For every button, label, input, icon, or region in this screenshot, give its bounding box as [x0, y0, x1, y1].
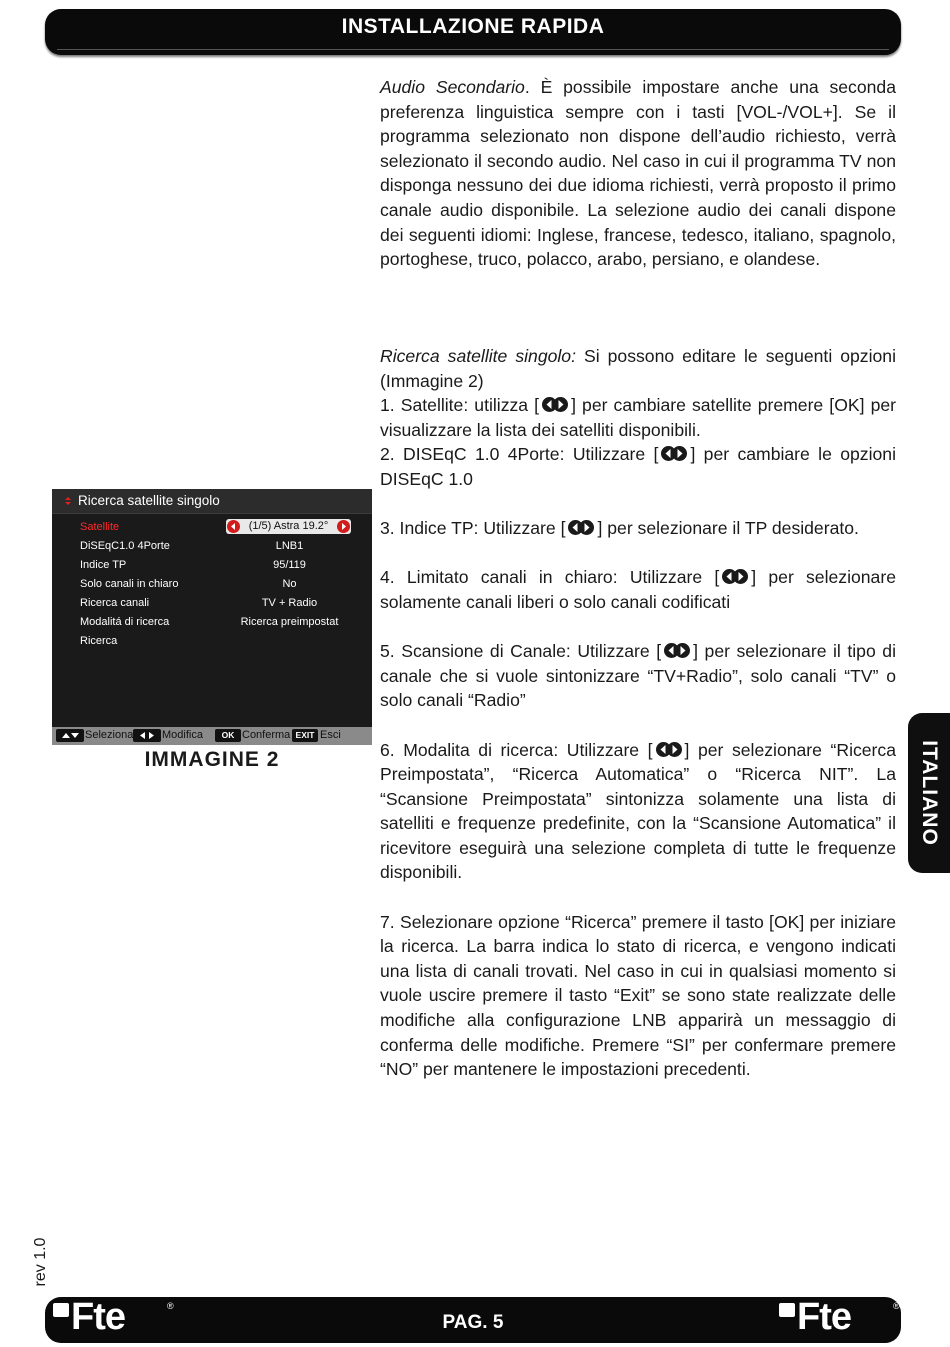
search-item-7 — [380, 910, 896, 1082]
left-right-arrows-icon — [542, 396, 568, 413]
osd-row-search-mode[interactable] — [52, 613, 372, 632]
item-text: ] per selezionare il tipo di canale che si vuole sintonizzare “TV+Radio”, solo canali “TV” o solo canali “Radio” — [380, 641, 896, 711]
item-text: ] per selezionare il TP desiderato. — [597, 518, 859, 539]
osd-row-value: TV + Radio — [261, 597, 318, 609]
fte-logo-right — [779, 1296, 903, 1340]
item-text: 4. Limitato canali in chiaro: Utilizzare [ — [380, 567, 720, 588]
item-text: ] per selezionare “Ricerca Preimpostata”, “Ricerca Automatica” o “Ricerca NIT”. La “Scansione Preimpostata” sintonizza solamente una lista di satelliti e frequenze predefinite, con la “Scansione Automatica” il ricevitore eseguirà una selezione completa di tutte le frequenze disponibili. — [380, 739, 896, 883]
header-divider — [57, 49, 889, 50]
search-item-6 — [380, 738, 896, 886]
left-right-arrows-icon — [661, 445, 687, 462]
item-text: ] per cambiare satellite premere [OK] per visualizzare la lista dei satelliti disponibili. — [380, 395, 897, 440]
search-item-2 — [380, 442, 896, 491]
osd-row-value: (1/5) Astra 19.2° — [248, 520, 329, 532]
intro-paragraph — [380, 75, 896, 272]
page-number: PAG. 5 — [442, 1312, 504, 1333]
search-item-1 — [380, 393, 896, 442]
left-right-arrows-icon — [664, 642, 690, 659]
osd-menu-panel — [52, 514, 372, 727]
osd-row-fta-only[interactable] — [52, 575, 372, 594]
search-body: Si possono editare le seguenti opzioni (Immagine 2) — [380, 346, 896, 391]
item-text: 3. Indice TP: Utilizzare [ — [380, 518, 566, 539]
hint-exit: Esci — [320, 729, 341, 741]
language-label: ITALIANO — [918, 740, 941, 846]
logo-text: Fte — [71, 1296, 125, 1338]
intro-section — [380, 75, 896, 272]
exit-key: EXIT — [292, 729, 318, 742]
logo-text: Fte — [797, 1296, 851, 1338]
item-text: 2. DISEqC 1.0 4Porte: Utilizzare [ — [380, 444, 659, 465]
osd-row-value: LNB1 — [275, 540, 304, 552]
search-intro — [380, 344, 896, 393]
footer-bar — [45, 1297, 901, 1343]
intro-title: Audio Secondario — [380, 77, 525, 97]
osd-row-label: Ricerca canali — [80, 597, 150, 609]
osd-row-label: Solo canali in chiaro — [80, 578, 179, 590]
page-title: INSTALLAZIONE RAPIDA — [341, 15, 605, 38]
left-right-arrows-icon — [722, 568, 748, 585]
header-bar — [45, 9, 901, 55]
search-section — [380, 344, 896, 1082]
search-item-4 — [380, 565, 896, 614]
left-right-arrows-icon — [568, 519, 594, 536]
item-text: 6. Modalita di ricerca: Utilizzare [ — [380, 739, 653, 760]
search-title: Ricerca satellite singolo: — [380, 346, 576, 366]
osd-row-label: Satellite — [80, 521, 120, 533]
search-item-3 — [380, 516, 896, 541]
search-item-5 — [380, 639, 896, 713]
language-side-tab — [908, 713, 950, 873]
osd-footer-hints — [52, 727, 372, 745]
ok-key: OK — [215, 729, 241, 742]
osd-screenshot — [52, 489, 372, 745]
item-text: ] per cambiare le opzioni DISEqC 1.0 — [380, 444, 896, 489]
arrow-right-icon[interactable] — [337, 520, 350, 533]
logo-registered: ® — [893, 1301, 900, 1311]
osd-row-diseqc[interactable] — [52, 537, 372, 556]
item-text: 5. Scansione di Canale: Utilizzare [ — [380, 641, 662, 662]
logo-square-icon — [779, 1303, 795, 1317]
osd-row-search[interactable] — [52, 632, 372, 651]
osd-row-tp-index[interactable] — [52, 556, 372, 575]
osd-row-label: Indice TP — [80, 559, 127, 571]
osd-row-label: Ricerca — [80, 635, 118, 647]
up-down-key-icon — [56, 729, 84, 742]
intro-body: . È possibile impostare anche una seconda preferenza linguistica sempre con i tasti [VOL-/VOL+]. Se il programma selezionato non dispone dell’audio richiesto, verrà selezionato il secondo audio. Nel caso in cui il programma TV non disponga nessuno dei due idioma richiesti, verrà proposto il primo canale audio disponibile. La selezione audio dei canali dispone dei seguenti idiomi: Inglese, francese, tedesco, italiano, spagnolo, portoghese, truco, polacco, arabo, persiano, e olandese. — [380, 77, 896, 270]
logo-registered: ® — [167, 1301, 174, 1311]
item-text: 7. Selezionare opzione “Ricerca” premere il tasto [OK] per iniziare la ricerca. La barra indica lo stato di ricerca, e vengono indicati una lista di canali trovati. Nel caso in cui in qualsiasi momento si vuole uscire premere il tasto “Exit” se sono state realizzate delle modifiche alla configurazione LNB apparirà un messaggio di conferma delle modifiche. Premere “SI” per confermare premere “NO” per mantenere le impostazioni precedenti. — [380, 911, 896, 1080]
item-text: ] per selezionare solamente canali liberi o solo canali codificati — [380, 567, 896, 612]
osd-row-satellite[interactable] — [52, 518, 372, 537]
osd-title-bar — [52, 489, 372, 514]
left-right-key-icon — [133, 729, 161, 742]
figure-caption: IMMAGINE 2 — [144, 748, 280, 771]
revision-label: rev 1.0 — [32, 1237, 49, 1287]
osd-row-label: Modalitá di ricerca — [80, 616, 170, 628]
hint-modify: Modifica — [162, 729, 203, 741]
osd-row-value: 95/119 — [273, 559, 306, 571]
hint-confirm: Conferma — [242, 729, 291, 741]
osd-row-value: No — [282, 578, 297, 590]
osd-title: Ricerca satellite singolo — [78, 493, 220, 508]
osd-row-channel-search[interactable] — [52, 594, 372, 613]
menu-icon — [64, 496, 72, 506]
satellite-selector[interactable] — [226, 519, 351, 534]
item-text: 1. Satellite: utilizza [ — [380, 395, 540, 416]
osd-row-label: DiSEqC1.0 4Porte — [80, 540, 170, 552]
hint-select: Seleziona — [85, 729, 134, 741]
left-right-arrows-icon — [656, 741, 682, 758]
osd-row-value: Ricerca preimpostat — [240, 616, 339, 628]
